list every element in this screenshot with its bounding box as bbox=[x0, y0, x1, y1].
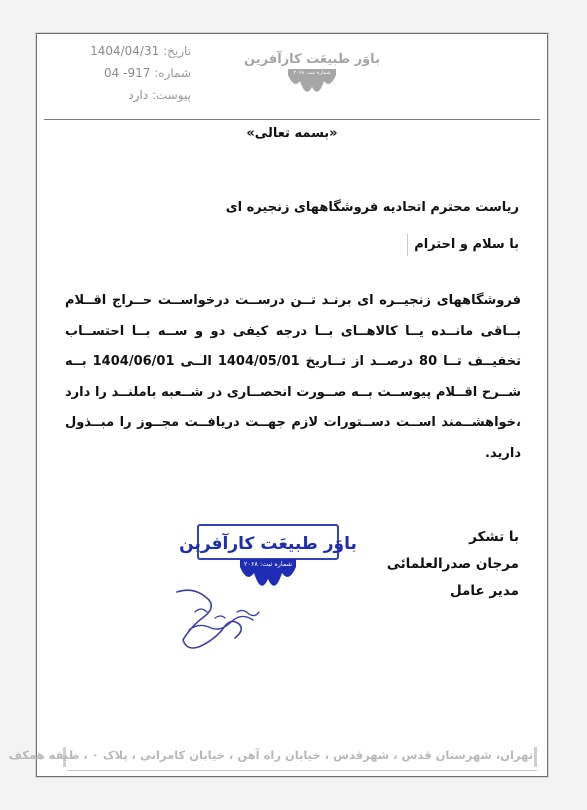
attachment-row bbox=[51, 84, 191, 106]
attachment-label: پیوست: bbox=[151, 88, 191, 102]
attachment-value: دارد bbox=[128, 88, 149, 102]
greeting: با سلام و احترام bbox=[407, 234, 519, 256]
letter-metadata bbox=[51, 40, 191, 106]
stamp-text: باوَر طبیعَت کارآفرین bbox=[179, 534, 357, 554]
date-row bbox=[51, 40, 191, 62]
date-label: تاریخ: bbox=[163, 44, 191, 58]
header-divider bbox=[44, 119, 540, 120]
company-logo bbox=[244, 41, 380, 109]
recipient-line: ریاست محترم اتحادیه فروشگاههای زنجیره ای bbox=[225, 200, 519, 215]
letter-body: فروشگاههای زنجیــره ای برنـد تــن درســت درخواســت حــراج اقــلام بــاقی مانــده یــا کالاهــای بــا درجه کیفی دو و ســه بــا احتســاب تخفیــف تــا 80 درصــد از تــاریخ 1404/05/01 الــی 1404/06/01 بــه شــرح اقــلام پیوســت بــه صــورت انحصــاری در شــعبه باملنــد را دارد ،خواهشــمند اســت دســتورات لازم جهــت دریافــت مجــوز را مبــذول دارید. bbox=[65, 293, 522, 461]
footer-right-bar bbox=[534, 747, 537, 767]
number-value: 917- 04 bbox=[104, 66, 151, 80]
company-logo-text: باوَر طبیعَت کارآفرین bbox=[244, 52, 380, 67]
footer-address: تهران، شهرستان قدس ، شهرقدس ، خیابان راه آهن ، خیابان کامرانی ، پلاک ۰ ، طبقه همکف bbox=[8, 748, 533, 762]
footer-divider bbox=[67, 770, 537, 771]
number-label: شماره: bbox=[154, 66, 191, 80]
closing-thanks: با تشکر bbox=[469, 529, 519, 545]
logo-reg-text: شماره ثبت: ۲۰۶۸ bbox=[293, 70, 331, 76]
date-value: 1404/04/31 bbox=[90, 44, 160, 58]
handwritten-signature bbox=[165, 582, 265, 654]
stamp-reg-text: شماره ثبت: ۲۰۶۸ bbox=[243, 560, 293, 568]
bismillah: «بسمه تعالی» bbox=[246, 126, 338, 141]
closing-block bbox=[387, 524, 519, 605]
number-row bbox=[51, 62, 191, 84]
letter-page bbox=[8, 33, 548, 777]
signer-name: مرجان صدرالعلمائی bbox=[386, 556, 519, 572]
signer-title: مدیر عامل bbox=[449, 583, 519, 599]
